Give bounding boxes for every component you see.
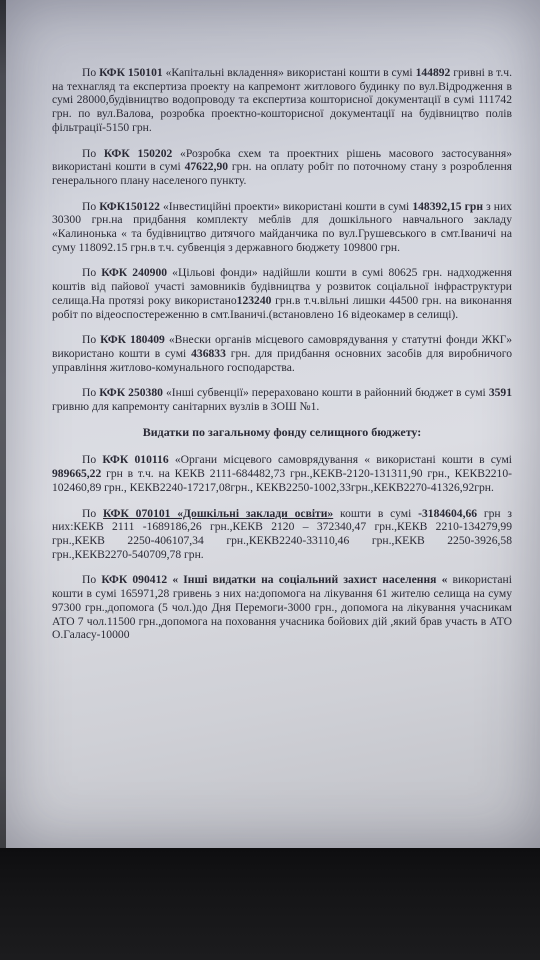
kfk-code: КФК 090412 bbox=[101, 573, 168, 587]
text-body: гривню для капремонту санітарних вузлів в ЗОШ №1. bbox=[52, 400, 320, 414]
text-prefix: По bbox=[82, 506, 103, 520]
text-body: грн.в т.ч.вільні лишки 44500 грн. на виконання робіт по відеоспостереженню в смт.Іваничі.(встановлено 16 відеокамер в селищі). bbox=[52, 293, 512, 321]
amount: 3591 bbox=[488, 386, 512, 400]
kfk-code: КФК 240900 bbox=[101, 266, 168, 280]
program-title: « Інші видатки на соціальний захист населення « bbox=[167, 573, 448, 587]
amount: 148392,15 грн bbox=[412, 199, 484, 213]
dark-surface bbox=[0, 848, 540, 960]
kfk-code: КФК150122 bbox=[99, 199, 160, 213]
text-prefix: По bbox=[82, 333, 101, 347]
text-body: з них 30300 грн.на придбання комплекту меблів для дошкільного навчального закладу «Калинонька « та будівництво дитячого майданчика по вул.Грушевського в смт.Іваничі на суму 118092.15 грн.в т.ч. субвенція з державного бюджету 109800 грн. bbox=[52, 199, 512, 254]
amount: 144892 bbox=[415, 66, 451, 79]
amount: -3184604,66 bbox=[418, 506, 478, 520]
text-body: використані кошти в сумі 165971,28 гривень з них на:допомога на лікування 61 жителю селища на суму 97300 грн.,допомога (5 чол.)до Дня Перемоги-3000 грн., допомога на лікування учасникам АТО 7 чол.11500 грн.,допомога на поховання учасника бойових дій ,який брав участь в АТО О.Галасу-10000 bbox=[52, 573, 512, 642]
text-body: грн. на оплату робіт по поточному стану з розроблення генерального плану населеного пункту. bbox=[52, 160, 513, 187]
text-body: використані кошти в сумі bbox=[286, 66, 416, 79]
text-prefix: По bbox=[82, 66, 100, 79]
program-title: «Капітальні вкладення» bbox=[162, 66, 287, 79]
text-body: «Розробка схем та проектних рішень масового застосування» використані кошти в сумі bbox=[52, 146, 512, 174]
text-body: «Інші субвенції» перераховано кошти в районний бюджет в сумі bbox=[162, 386, 489, 400]
text-prefix: По bbox=[82, 266, 102, 280]
text-body: грн з них:КЕКВ 2111 -1689186,26 грн.,КЕКВ 2120 – 372340,47 грн.,КЕКВ 2210-134279,99 грн.,КЕКВ 2250-406107,34 грн.,КЕКВ2240-33110,46 грн.,КЕКВ 2250-3926,58 грн.,КЕКВ2270-540709,78 грн. bbox=[52, 506, 512, 561]
text-prefix: По bbox=[82, 146, 104, 160]
text-body: «Інвестиційні проекти» використані кошти в сумі bbox=[159, 199, 413, 213]
paragraph-kfk-150202 bbox=[52, 147, 512, 188]
paragraph-kfk-240900 bbox=[52, 266, 512, 321]
amount: 436833 bbox=[191, 346, 226, 360]
text-body: грн в т.ч. на КЕКВ 2111-684482,73 грн.,КЕКВ-2120-131311,90 грн., КЕКВ2210-102460,89 грн., КЕКВ2240-17217,08грн., КЕКВ2250-1002,33грн.,КЕКВ2270-41326,92грн. bbox=[52, 467, 512, 494]
text-body: грн. для придбання основних засобів для виробничого управління житлово-комунального господарства. bbox=[52, 346, 513, 374]
text-body: «Цільові фонди» надійшли кошти в сумі 80625 грн. надходження коштів від пайової участі замовників будівництва у розвиток соціальної інфраструктури селища.На протязі року використано bbox=[52, 266, 512, 307]
amount: 47622,90 bbox=[184, 160, 229, 174]
paragraph-kfk-180409 bbox=[52, 333, 512, 374]
kfk-code: КФК 180409 bbox=[100, 333, 165, 347]
paragraph-kfk-150122 bbox=[52, 200, 512, 255]
text-body: «Внески органів місцевого самоврядування у статутні фонди ЖКГ» використано кошти в сумі bbox=[52, 333, 512, 360]
amount: 989665,22 bbox=[52, 467, 102, 481]
kfk-code: КФК 250380 bbox=[99, 386, 163, 400]
program-title: «Дошкільні заклади освіти» bbox=[170, 506, 334, 520]
kfk-code: КФК 070101 bbox=[102, 506, 171, 520]
kfk-code: КФК 150101 bbox=[99, 66, 163, 79]
text-body: кошти в сумі bbox=[333, 506, 419, 520]
paragraph-kfk-070101 bbox=[52, 507, 512, 562]
kfk-code: КФК 010116 bbox=[102, 453, 169, 467]
text-prefix: По bbox=[82, 199, 100, 213]
amount: 123240 bbox=[236, 293, 272, 307]
document-text bbox=[52, 66, 512, 654]
paragraph-kfk-150101 bbox=[52, 66, 512, 135]
paragraph-kfk-250380 bbox=[52, 386, 512, 413]
paragraph-kfk-090412 bbox=[52, 573, 512, 642]
text-body: гривні в т.ч. на технагляд та експертиза проекту на капремонт житлового будинку по вул.Відродження в сумі 28000,будівництво водопроводу та експертиза кошторисної документації в сумі 111742 грн. по вул.Валова, розробка проектно-кошторисної документації на будівництво полів фільтрації-5150 грн. bbox=[52, 66, 513, 134]
kfk-code: КФК 150202 bbox=[103, 146, 173, 160]
text-body: «Органи місцевого самоврядування « використані кошти в сумі bbox=[168, 453, 512, 467]
text-prefix: По bbox=[82, 386, 100, 400]
text-prefix: По bbox=[82, 453, 103, 467]
section-heading: Видатки по загальному фонду селищного бюджету: bbox=[142, 424, 422, 439]
paragraph-kfk-010116 bbox=[52, 453, 512, 494]
text-prefix: По bbox=[82, 573, 102, 587]
